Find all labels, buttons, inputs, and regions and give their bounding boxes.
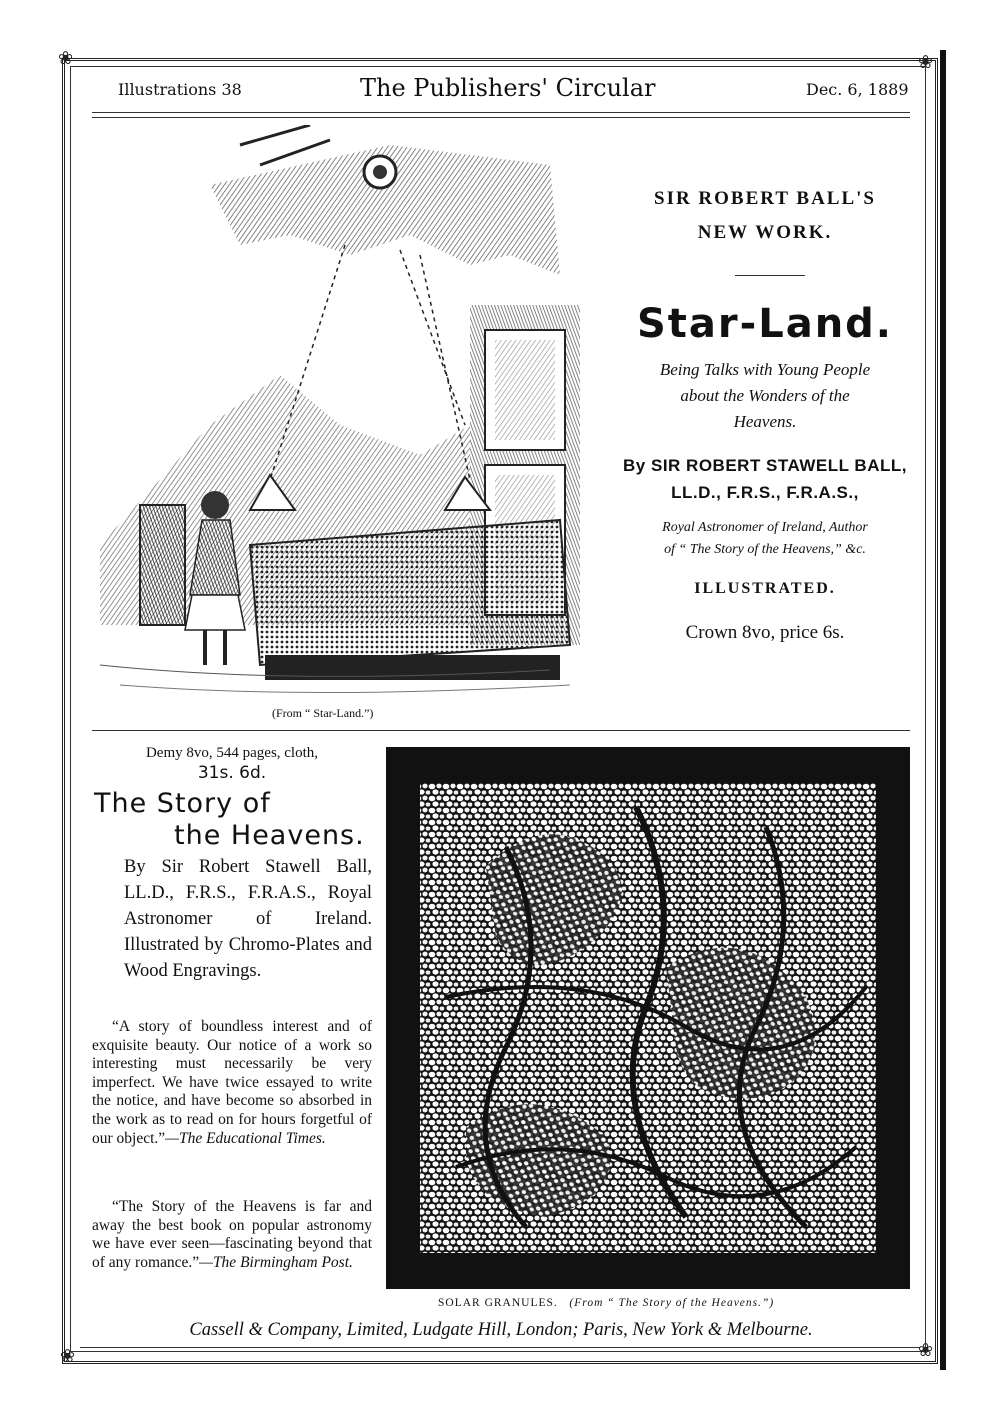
review-quote-1-text: “A story of boundless interest and of exquisite beauty. Our notice of a work so interesting must necessarily be very imperfect. We have twice essayed to write the notice, and have become so absorbed in the work as to read on for hours forgetful of our object.”: [92, 1018, 372, 1147]
review-quote-2-text: “The Story of the Heavens is far and away the best book on popular astronomy we have ever seen—fascinating beyond that of any romance.”: [92, 1198, 372, 1271]
story-heavens-title-1: The Story of: [94, 788, 271, 819]
star-land-subtitle-3: Heavens.: [733, 412, 797, 431]
star-land-kicker-1: SIR ROBERT BALL'S: [654, 188, 876, 209]
star-land-author-2: LL.D., F.R.S., F.R.A.S.,: [671, 483, 859, 502]
story-heavens-format: Demy 8vo, 544 pages, cloth,: [145, 745, 319, 761]
header-page-label: Illustrations 38: [118, 80, 242, 99]
section-divider: [92, 730, 910, 731]
star-land-credit-2: of “ The Story of the Heavens,” &c.: [664, 542, 866, 557]
plate-caption: [438, 1297, 774, 1309]
review-quote-2: [92, 1198, 372, 1272]
header-date: Dec. 6, 1889: [806, 80, 909, 99]
footer-publisher: Cassell & Company, Limited, Ludgate Hill, London; Paris, New York & Melbourne.: [189, 1320, 813, 1340]
star-land-illustrated: ILLUSTRATED.: [694, 580, 836, 597]
star-land-price: Crown 8vo, price 6s.: [685, 622, 845, 643]
corner-ornament-icon: ❀: [60, 1346, 76, 1367]
plate-caption-lead: SOLAR GRANULES.: [438, 1297, 558, 1309]
corner-ornament-icon: ❀: [918, 52, 934, 73]
top-illustration-caption: (From “ Star-Land.”): [272, 706, 374, 720]
star-land-kicker-2: NEW WORK.: [697, 222, 833, 243]
solar-granules-plate: [386, 747, 910, 1289]
story-heavens-price: 31s. 6d.: [197, 763, 267, 783]
binding-bar: [940, 50, 946, 1370]
review-quote-1: [92, 1018, 372, 1148]
header-rule: [92, 112, 910, 113]
review-quote-1-source: —The Educational Times.: [165, 1129, 326, 1147]
review-quote-2-source: —The Birmingham Post.: [199, 1253, 353, 1271]
footer-rule: [80, 1347, 920, 1348]
header-rule: [92, 117, 910, 118]
story-heavens-author: By Sir Robert Stawell Ball, LL.D., F.R.S., F.R.A.S., Royal Astronomer of Ireland. Illustrated by Chromo-Plates and Wood Engravings.: [124, 857, 372, 981]
star-land-subtitle-2: about the Wonders of the: [680, 386, 850, 405]
star-land-short-rule: [735, 275, 805, 276]
star-land-subtitle-1: Being Talks with Young People: [659, 360, 871, 379]
header-journal-title: The Publishers' Circular: [360, 74, 656, 102]
corner-ornament-icon: ❀: [918, 1340, 934, 1361]
star-land-author-1: By SIR ROBERT STAWELL BALL,: [623, 456, 907, 475]
plate-caption-tail: (From “ The Story of the Heavens.”): [569, 1297, 775, 1309]
star-land-title: Star-Land.: [636, 301, 894, 347]
story-heavens-title-2: the Heavens.: [174, 820, 365, 851]
star-land-credit-1: Royal Astronomer of Ireland, Author: [662, 520, 868, 535]
corner-ornament-icon: ❀: [58, 48, 74, 69]
star-land-engraving: [90, 125, 610, 705]
